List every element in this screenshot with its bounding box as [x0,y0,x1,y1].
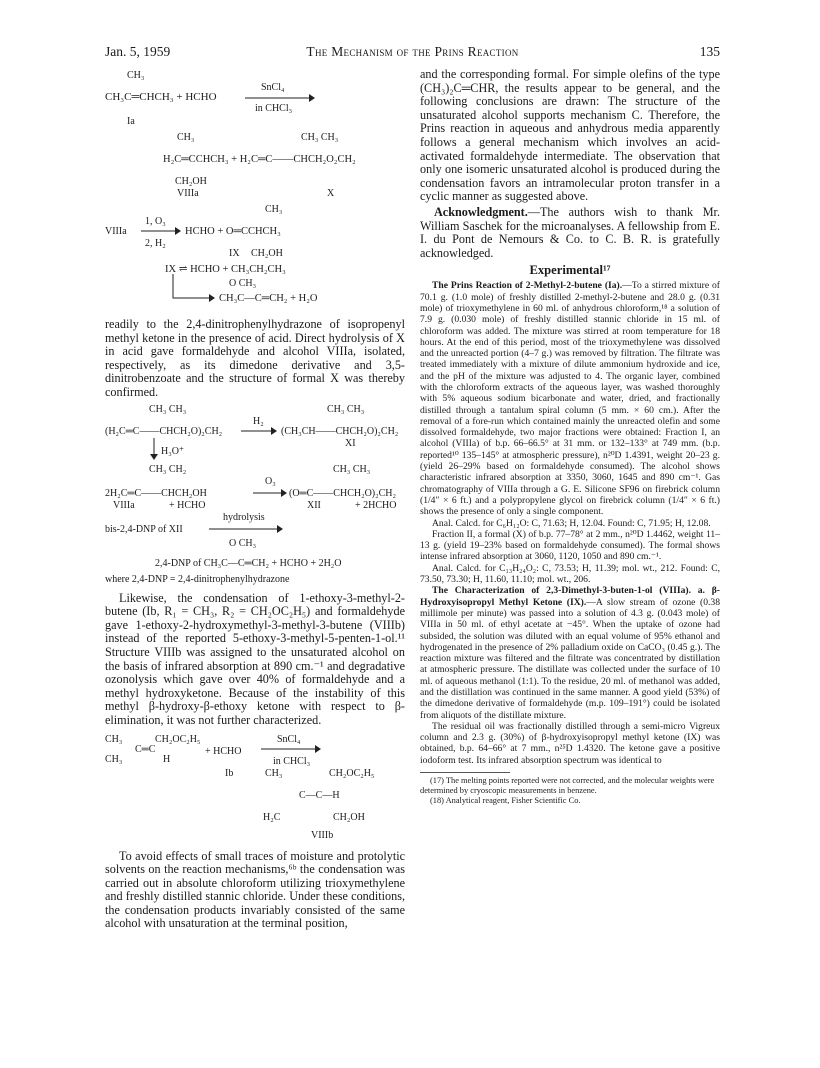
scheme1-label: CH₃ [265,204,283,215]
exp2-text: —A slow stream of ozone (0.38 millimole per minute) was passed into a solution of 4.3 g. (0.043 mole) of VIIIa in 50 ml. of ethyl acetate at −45°. When the uptake of ozone had subsided, the solution was diluted with an equal volume of 95% ethanol and hydrogenated in the presence of 2% palladium oxide on CaCO₃ (0.45 g.). The reaction mixture was filtered and the filtrate was concentrated by distillation at atmospheric pressure. The distillate was collected under the surface of 10 ml. of aqueous methanol (1:1). To the residue, 20 ml. of methanol was added, and the distillation was continued in the same manner. A good yield (53%) of the dimedone derivative of formaldehyde (m.p. 109–191°) could be isolated from aliquots of the distillate mixture. [420,596,720,721]
scheme2-label: H₂ [253,415,264,427]
scheme1-label: CH₃ CH₃ [301,132,339,143]
scheme2-label: CH₃ CH₂ [149,463,187,475]
scheme2-arrow [149,438,159,460]
scheme1-label: CH₃ [177,132,195,143]
scheme2-label: 2,4-DNP of CH₃C—C═CH₂ + HCHO + 2H₂O [155,557,342,569]
scheme1-arrow [171,274,215,304]
scheme2-label: VIIIa [113,499,135,511]
scheme2-label: CH₃ CH₃ [149,403,187,415]
fraction-2: Fraction II, a formal (X) of b.p. 77–78° at 2 mm., n²⁰D 1.4462, weight 11–13 g. (yield 19–23% based on formaldehyde consumed). The formal shows intense infrared absorption at 3060, 1120, 1050 and 890 cm.⁻¹. [420,528,720,563]
scheme2-label: (H₂C═C——CHCH₂O)₂CH₂ [105,425,223,437]
scheme2-label: H₃O⁺ [161,445,185,457]
scheme1-label: IX [229,248,240,259]
scheme2-label: + HCHO [169,499,206,511]
acknowledgment-text: —The authors wish to thank Mr. William Saschek for the microanalyses. A fellowship from E. I. du Pont de Nemours & Co. to C. B. R. is gratefully acknowledged. [420,204,720,260]
experimental-paragraph-2 [420,585,720,721]
scheme2-label: O₃ [265,475,276,487]
scheme1-label: HCHO + O═CCHCH₃ [185,226,281,237]
acknowledgment-heading: Acknowledgment. [434,204,528,219]
scheme2-arrow [209,524,283,534]
scheme3-label: Ib [225,767,234,779]
scheme1-label: CH₃ [127,70,145,81]
scheme3-label: SnCl₄ [277,733,301,745]
scheme-2 [105,404,405,586]
scheme2-label: bis-2,4-DNP of XII [105,523,183,535]
header-page-number: 135 [699,44,720,59]
scheme1-arrow [141,226,181,236]
scheme-3 [105,734,405,844]
scheme1-label: X [327,188,335,199]
scheme1-label: VIIIa [177,188,199,199]
scheme1-label: VIIIa [105,226,127,237]
header-title: The Mechanism of the Prins Reaction [306,44,519,59]
scheme3-label: H₂C [263,811,281,823]
footnote-17: (17) The melting points reported were not corrected, and the molecular weights were determined by cryoscopic measurements in benzene. [420,776,715,796]
scheme3-arrow [261,744,321,754]
scheme1-label: 1, O₃ [145,216,166,227]
scheme3-label: C═C [135,743,156,755]
scheme3-label: CH₂OC₂H₅ [329,767,375,779]
exp2-title: The Characterization of 2,3-Dimethyl-3-buten-1-ol (VIIIa). a. β-Hydroxyisopropyl Methyl Ketone (IX). [420,585,720,608]
analysis-2: Anal. Calcd. for C₁₃H₂₄O₂: C, 73.53; H, 11.39; mol. wt., 212. Found: C, 73.50, 73.30; H, 11.60, 11.10; mol. wt., 206. [420,562,720,586]
scheme2-label: CH₃ CH₃ [333,463,371,475]
header-date: Jan. 5, 1959 [105,44,171,59]
scheme1-label: CH₂OH [175,176,207,187]
scheme2-label: O CH₃ [229,537,257,549]
scheme3-label: CH₂OC₂H₅ [155,733,201,745]
scheme3-label: CH₃ [265,767,283,779]
scheme1-label: in CHCl₃ [255,103,293,114]
experimental-heading: Experimental¹⁷ [529,263,611,278]
scheme1-arrow [245,93,315,103]
experimental-paragraph-3: The residual oil was fractionally distilled through a semi-micro Vigreux column and 2.3 g. (30%) of β-hydroxyisopropyl methyl ketone (IX) was obtained, b.p. 64–66° at 7 mm., n²⁵D 1.4320. The ketone gave a positive iodoform test. Its infrared absorption spectrum was identical to [420,720,720,766]
scheme1-label: IX ⇌ HCHO + CH₃CH₂CH₃ [165,264,286,275]
left-column [105,68,405,931]
left-paragraph-2: Likewise, the condensation of 1-ethoxy-3-methyl-2-butene (Ib, R₁ = CH₃, R₂ = CH₂OC₂H₅) and formaldehyde gave 1-ethoxy-2-hydroxymethyl-3-methyl-3-butene (VIIIb) instead of the reported 5-ethoxy-3-methyl-5-penten-1-ol.¹¹ Structure VIIIb was assigned to the unsaturated alcohol on the basis of infrared absorption at 890 cm.⁻¹ and degradative ozonolysis which gave over 40% of formaldehyde and a methyl hydroxyketone. Because of the instability of this methyl β-hydroxy-β-ethoxy ketone with respect to β-elimination, it was not further characterized. [105,590,405,727]
scheme2-label: XI [345,437,356,449]
scheme2-label: where 2,4-DNP = 2,4-dinitrophenylhydrazone [105,573,290,585]
experimental-paragraph-1 [420,280,720,517]
acknowledgment [420,206,720,260]
scheme2-label: 2H₂C═C——CHCH₂OH [105,487,207,499]
running-header [105,44,720,62]
footnote-divider [420,772,510,773]
scheme2-label: (O═C——CHCH₂O)₂CH₂ [289,487,396,499]
scheme1-label: O CH₃ [229,278,257,289]
scheme3-label: VIIIb [311,829,334,841]
scheme3-label: CH₂OH [333,811,365,823]
scheme1-label: CH₂OH [251,248,283,259]
scheme3-label: CH₃ [105,753,123,765]
scheme3-label: H [163,753,171,765]
scheme2-label: hydrolysis [223,511,265,523]
footnote-18: (18) Analytical reagent, Fisher Scientific Co. [430,796,581,806]
scheme2-label: CH₃ CH₃ [327,403,365,415]
left-paragraph-1: readily to the 2,4-dinitrophenylhydrazone of isopropenyl methyl ketone in the presence of acid. Direct hydrolysis of X in acid gave formaldehyde and alcohol VIIIa, isolated, respectively, as its dimedone derivative and 3,5-dinitrobenzoate and the structure of formal X was thereby confirmed. [105,317,405,399]
right-paragraph-1: and the corresponding formal. For simple olefins of the type (CH₃)₂C═CHR, the results appear to be general, and the following conclusions are drawn: The structure of the unsaturated alcohol supports mechanism C. Therefore, the Prins reaction in aqueous and anhydrous media apparently follows a general mechanism which involves an acid-activated formaldehyde intermediate. The observation that only one isomeric unsaturated alcohol is produced during the condensation favors an intramolecular proton transfer in a cyclic manner as suggested above. [420,67,720,204]
scheme1-label: H₂C═CCHCH₃ + H₂C═C——CHCH₂O₂CH₂ [163,154,356,165]
left-paragraph-3: To avoid effects of small traces of moisture and protolytic solvents on the reaction mechanisms,⁶ᵇ the condensation was carried out in absolute chloroform utilizing trioxymethylene and freshly distilled stannic chloride. Under these conditions, the condensation products invariably consisted of the same alcohol with unsaturation at the terminal position, [105,848,405,931]
scheme1-label: Ia [127,116,135,127]
scheme2-label: (CH₃CH——CHCH₂O)₂CH₂ [281,425,399,437]
scheme3-label: C—C—H [299,789,340,801]
scheme2-arrow [241,426,277,436]
scheme2-label: + 2HCHO [355,499,397,511]
scheme3-label: in CHCl₃ [273,755,311,767]
scheme-1 [105,68,405,318]
scheme3-label: + HCHO [205,745,242,757]
exp1-text: —To a stirred mixture of 70.1 g. (1.0 mole) of freshly distilled 2-methyl-2-butene and 28.0 g. (0.31 mole) of trioxymethylene in 60 ml. of anhydrous chloroform,¹⁸ a solution of 7.9 g. (0.030 mole) of freshly distilled stannic chloride in 15 ml. of chloroform was added. The mixture was stirred at room temperature for 18 hours. At the end of this period, most of the trioxymethylene was dissolved and the unreacted portion (4–7 g.) was removed by filtration. The filtrate was treated immediately with a mixture of dilute ammonium hydroxide and ice, and the pH of the mixture was adjusted to 4. The organic layer, combined with the chloroform extracts of the aqueous layer, was washed thoroughly with 5% aqueous sodium bicarbonate and water, dried, and fractionally distilled through a tantalum spiral column (5 mm. × 60 cm.). After the removal of a fore-run which contained mainly the unreacted olefin and some dissolved formaldehyde, two major fractions were obtained: Fraction I, an alcohol (VIIIa) of b.p. 66–66.5° at 31 mm. or 132–133° at 749 mm. (b.p. reported¹⁰ 135–145° at atmospheric pressure), n²⁰D 1.4391, weight 20–23 g. (yield 26–29% based on formaldehyde consumed). The alcohol shows characteristic infrared absorption at 3350, 3060, 1645 and 890 cm⁻¹. Gas chromatography of VIIIa through a G. E. Silicone SF96 on firebrick column (1/4″ × 6 ft.) and a polypropylene glycol on firebrick column (1/4″ × 6 ft.) shows the presence of only a single component. [420,280,720,518]
analysis-1: Anal. Calcd. for C₆H₁₂O: C, 71.63; H, 12.04. Found: C, 71.95; H, 12.08. [432,517,711,529]
scheme1-label: CH₃C—C═CH₂ + H₂O [219,293,318,304]
exp1-title: The Prins Reaction of 2-Methyl-2-butene (Ia). [432,280,623,292]
scheme1-label: SnCl₄ [261,82,285,93]
scheme1-label: CH₃C═CHCH₃ + HCHO [105,91,217,103]
scheme3-label: CH₃ [105,733,123,745]
scheme2-arrow [253,488,287,498]
scheme1-label: 2, H₂ [145,238,166,249]
scheme2-label: XII [307,499,321,511]
right-column [420,68,720,807]
